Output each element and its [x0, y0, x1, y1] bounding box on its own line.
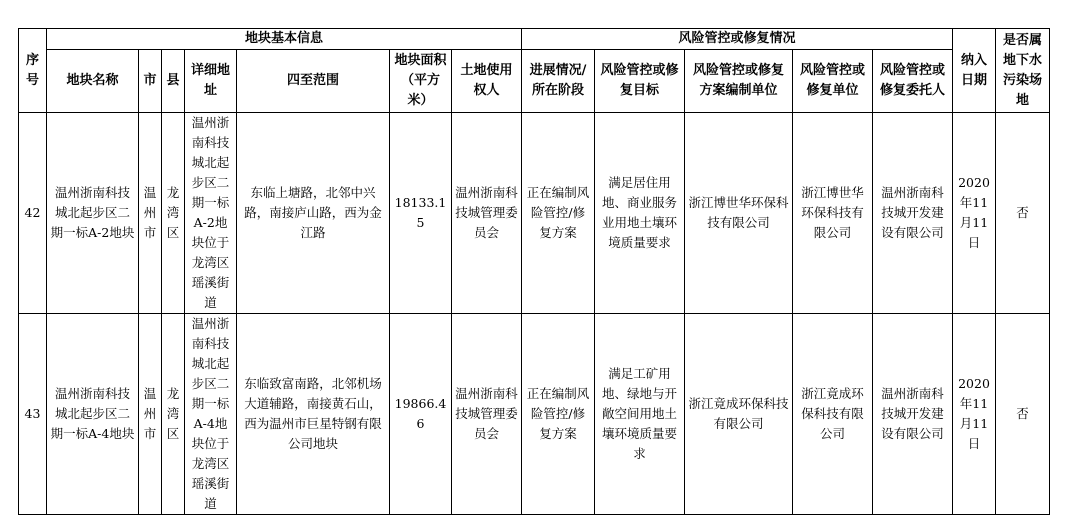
header-groundwater: 是否属地下水污染场地 — [996, 29, 1050, 113]
cell-name: 温州浙南科技城北起步区二期一标A-2地块 — [47, 113, 139, 314]
cell-date: 2020年11月11日 — [953, 113, 996, 314]
cell-repair-unit: 浙江博世华环保科技有限公司 — [793, 113, 873, 314]
cell-progress: 正在编制风险管控/修复方案 — [522, 314, 595, 515]
header-plan-unit: 风险管控或修复方案编制单位 — [685, 50, 793, 113]
header-owner: 土地使用权人 — [452, 50, 522, 113]
cell-repair-unit: 浙江竟成环保科技有限公司 — [793, 314, 873, 515]
header-risk-control: 风险管控或修复情况 — [522, 29, 953, 50]
cell-plan-unit: 浙江博世华环保科技有限公司 — [685, 113, 793, 314]
header-row-columns — [19, 50, 1050, 113]
cell-seq: 43 — [19, 314, 47, 515]
cell-boundary: 东临致富南路，北邻机场大道辅路，南接黄石山，西为温州市巨星特钢有限公司地块 — [237, 314, 390, 515]
cell-county: 龙湾区 — [162, 314, 185, 515]
cell-target: 满足工矿用地、绿地与开敞空间用地土壤环境质量要求 — [595, 314, 685, 515]
cell-progress: 正在编制风险管控/修复方案 — [522, 113, 595, 314]
header-boundary: 四至范围 — [237, 50, 390, 113]
header-address: 详细地址 — [185, 50, 237, 113]
cell-city: 温州市 — [139, 314, 162, 515]
cell-city: 温州市 — [139, 113, 162, 314]
cell-groundwater: 否 — [996, 113, 1050, 314]
table-wrapper — [18, 28, 1050, 515]
header-client: 风险管控或修复委托人 — [873, 50, 953, 113]
header-seq: 序号 — [19, 29, 47, 113]
contaminated-sites-table — [18, 28, 1050, 515]
cell-client: 温州浙南科技城开发建设有限公司 — [873, 314, 953, 515]
cell-seq: 42 — [19, 113, 47, 314]
header-city: 市 — [139, 50, 162, 113]
cell-owner: 温州浙南科技城管理委员会 — [452, 314, 522, 515]
header-county: 县 — [162, 50, 185, 113]
cell-address: 温州浙南科技城北起步区二期一标A-2地块位于龙湾区瑶溪街道 — [185, 113, 237, 314]
header-repair-unit: 风险管控或修复单位 — [793, 50, 873, 113]
cell-plan-unit: 浙江竟成环保科技有限公司 — [685, 314, 793, 515]
header-area: 地块面积（平方米） — [390, 50, 452, 113]
cell-address: 温州浙南科技城北起步区二期一标A-4地块位于龙湾区瑶溪街道 — [185, 314, 237, 515]
cell-target: 满足居住用地、商业服务业用地土壤环境质量要求 — [595, 113, 685, 314]
cell-boundary: 东临上塘路，北邻中兴路，南接庐山路，西为金江路 — [237, 113, 390, 314]
cell-name: 温州浙南科技城北起步区二期一标A-4地块 — [47, 314, 139, 515]
header-date: 纳入日期 — [953, 29, 996, 113]
header-name: 地块名称 — [47, 50, 139, 113]
header-target: 风险管控或修复目标 — [595, 50, 685, 113]
cell-date: 2020年11月11日 — [953, 314, 996, 515]
header-row-group — [19, 29, 1050, 50]
cell-area: 18133.15 — [390, 113, 452, 314]
header-basic-info: 地块基本信息 — [47, 29, 522, 50]
cell-groundwater: 否 — [996, 314, 1050, 515]
cell-owner: 温州浙南科技城管理委员会 — [452, 113, 522, 314]
table-row — [19, 314, 1050, 515]
cell-area: 19866.46 — [390, 314, 452, 515]
cell-client: 温州浙南科技城开发建设有限公司 — [873, 113, 953, 314]
cell-county: 龙湾区 — [162, 113, 185, 314]
header-progress: 进展情况/所在阶段 — [522, 50, 595, 113]
table-row — [19, 113, 1050, 314]
